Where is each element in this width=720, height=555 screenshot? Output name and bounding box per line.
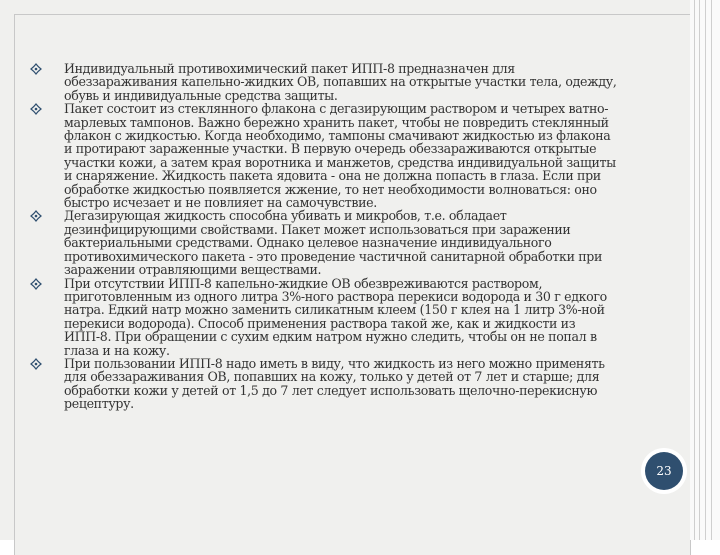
page-number: 23 bbox=[645, 452, 683, 490]
list-item bbox=[30, 357, 618, 411]
paragraph-text: Индивидуальный противохимический пакет ИПП-8 предназначен для обеззараживания капельно-жидких ОВ, попавших на открытые участки тела, одежду, обувь и индивидуальные средства защиты. bbox=[64, 61, 617, 103]
page-number-badge bbox=[641, 448, 687, 494]
slide-content bbox=[30, 62, 618, 411]
bullet-list bbox=[30, 62, 618, 411]
paragraph-text: При пользовании ИПП-8 надо иметь в виду, что жидкость из него можно применять для обеззараживания ОВ, попавших на кожу, только у детей от 7 лет и старше; для обработки кожи у детей от 1,5 до 7 лет следует использовать щелочно-перекисную рецептуру. bbox=[64, 355, 605, 412]
list-item bbox=[30, 62, 618, 102]
list-item bbox=[30, 102, 618, 209]
ornament-bullet-icon bbox=[30, 63, 42, 75]
rail-line bbox=[711, 0, 712, 540]
rail-line bbox=[694, 0, 695, 540]
ornament-bullet-icon bbox=[30, 210, 42, 222]
list-item bbox=[30, 209, 618, 276]
ornament-bullet-icon bbox=[30, 278, 42, 290]
list-item bbox=[30, 277, 618, 357]
paragraph-text: Дегазирующая жидкость способна убивать и микробов, т.е. обладает дезинфицирующими свойствами. Пакет может использоваться при заражении бактериальными средствами. Однако целевое назначение индивидуального противохимического пакета - это проведение частичной санитарной обработки при заражении отравляющими веществами. bbox=[64, 208, 603, 278]
ornament-bullet-icon bbox=[30, 103, 42, 115]
rail-line bbox=[705, 0, 706, 540]
rail-line bbox=[699, 0, 700, 540]
ornament-bullet-icon bbox=[30, 358, 42, 370]
paragraph-text: Пакет состоит из стеклянного флакона с дегазирующим раствором и четырех ватно-марлевых тампонов. Важно бережно хранить пакет, чтобы не повредить стеклянный флакон с жидкостью. Когда необходимо, тампоны смачивают жидкостью из флакона и протирают зараженные участки. В первую очередь обеззараживаются открытые участки кожи, а затем края воротника и манжетов, средства индивидуальной защиты и снаряжение. Жидкость пакета ядовита - она не должна попасть в глаза. Если при обработке жидкостью появляется жжение, то нет необходимости волноваться: оно быстро исчезает и не повлияет на самочувствие. bbox=[64, 101, 616, 211]
right-decoration-rail bbox=[690, 0, 720, 540]
paragraph-text: При отсутствии ИПП-8 капельно-жидкие ОВ обезвреживаются раствором, приготовленным из одного литра 3%-ного раствора перекиси водорода и 30 г едкого натра. Едкий натр можно заменить силикатным клеем (150 г клея на 1 литр 3%-ной перекиси водорода). Способ применения раствора такой же, как и жидкости из ИПП-8. При обращении с сухим едким натром нужно следить, чтобы он не попал в глаза и на кожу. bbox=[64, 275, 607, 358]
